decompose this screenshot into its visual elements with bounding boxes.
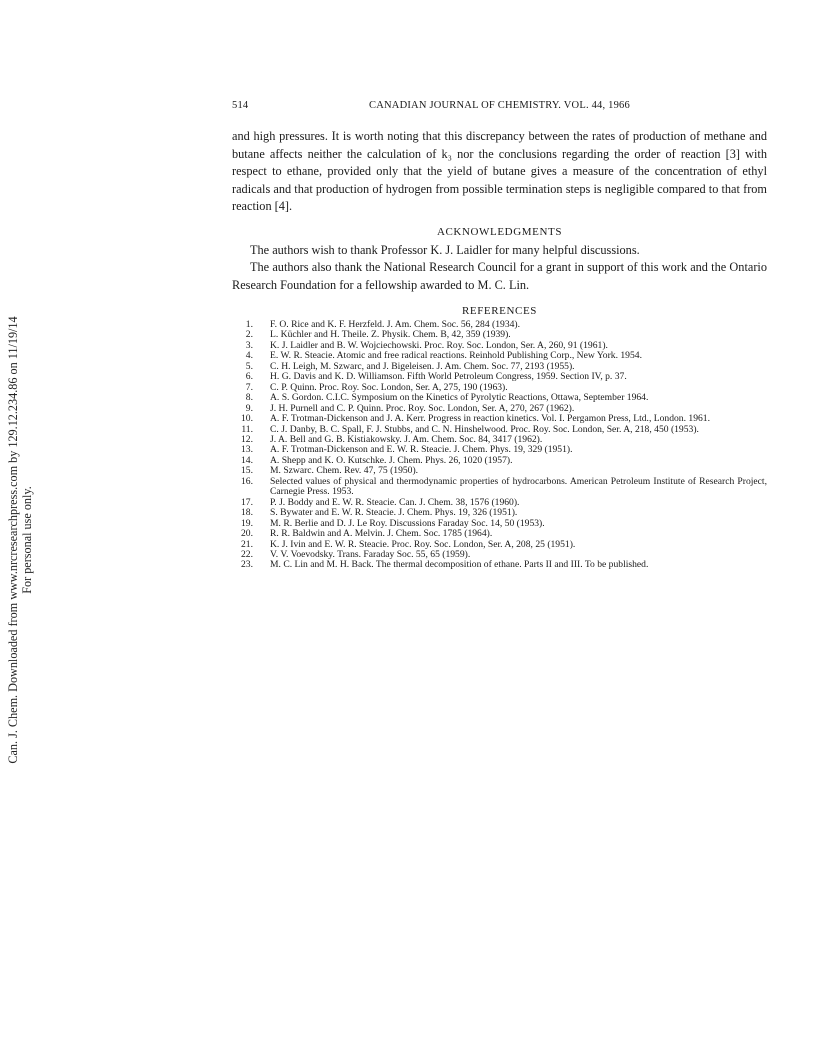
references-heading: REFERENCES	[461, 305, 538, 317]
reference-text: M. C. Lin and M. H. Back. The thermal decomposition of ethane. Parts II and III. To be published.	[270, 559, 649, 571]
reference-text: F. O. Rice and K. F. Herzfeld. J. Am. Chem. Soc. 56, 284 (1934).	[270, 319, 521, 330]
reference-text: A. Shepp and K. O. Kutschke. J. Chem. Phys. 26, 1020 (1957).	[270, 454, 513, 466]
journal-title: CANADIAN JOURNAL OF CHEMISTRY. VOL. 44, 1966	[369, 100, 630, 111]
body-section	[232, 128, 767, 216]
reference-text: M. R. Berlie and D. J. Le Roy. Discussions Faraday Soc. 14, 50 (1953).	[270, 517, 545, 529]
download-notice	[6, 316, 34, 763]
reference-number: 7.	[245, 381, 253, 393]
reference-text: R. R. Baldwin and A. Melvin. J. Chem. Soc. 1785 (1964).	[270, 528, 493, 540]
reference-number: 11.	[241, 423, 253, 435]
acknowledgment-paragraph: The authors wish to thank Professor K. J. Laidler for many helpful discussions.	[250, 243, 640, 257]
reference-number: 2.	[245, 329, 253, 341]
reference-number: 9.	[245, 402, 253, 414]
reference-text: K. J. Laidler and B. W. Wojciechowski. Proc. Roy. Soc. London, Ser. A, 260, 91 (1961).	[270, 339, 608, 351]
reference-list	[232, 320, 767, 571]
reference-text: H. G. Davis and K. D. Williamson. Fifth World Petroleum Congress, 1959. Section IV, p. 37.	[270, 371, 627, 383]
reference-text: M. Szwarc. Chem. Rev. 47, 75 (1950).	[270, 465, 419, 477]
reference-text: S. Bywater and E. W. R. Steacie. J. Chem. Phys. 19, 326 (1951).	[270, 507, 518, 519]
reference-number: 4.	[245, 350, 253, 362]
acknowledgments-section	[232, 242, 767, 294]
reference-text: P. J. Boddy and E. W. R. Steacie. Can. J. Chem. 38, 1576 (1960).	[270, 496, 520, 508]
reference-number: 19.	[241, 517, 253, 529]
acknowledgment-paragraph: The authors also thank the National Research Council for a grant in support of this work and the Ontario Research Foundation for a fellowship awarded to M. C. Lin.	[232, 260, 767, 292]
reference-text: A. F. Trotman-Dickenson and E. W. R. Steacie. J. Chem. Phys. 19, 329 (1951).	[270, 444, 573, 456]
reference-number: 14.	[241, 454, 253, 466]
reference-text: A. F. Trotman-Dickenson and J. A. Kerr. Progress in reaction kinetics. Vol. I. Pergamon Press, Ltd., London. 1961.	[270, 413, 710, 425]
personal-use-line: For personal use only.	[20, 486, 34, 594]
running-header	[232, 100, 767, 114]
acknowledgments-heading: ACKNOWLEDGMENTS	[436, 226, 563, 238]
reference-number: 18.	[241, 507, 253, 519]
reference-text: L. Küchler and H. Theile. Z. Physik. Chem. B, 42, 359 (1939).	[270, 329, 511, 341]
download-source-line: Can. J. Chem. Downloaded from www.nrcresearchpress.com by 129.12.234.86 on 11/19/14	[6, 316, 20, 764]
reference-number: 13.	[241, 444, 253, 456]
reference-text: J. A. Bell and G. B. Kistiakowsky. J. Am. Chem. Soc. 84, 3417 (1962).	[270, 433, 543, 445]
body-paragraph: and high pressures. It is worth noting that this discrepancy between the rates of production of methane and butane affects neither the calculation of k₃ nor the conclusions regarding the order of reaction [3] with respect to ethane, provided only that the yield of butane gives a measure of the concentration of ethyl radicals and that production of hydrogen from possible termination steps is negligible compared to that from reaction [4].	[232, 129, 767, 214]
reference-number: 15.	[241, 465, 253, 477]
reference-number: 17.	[241, 496, 253, 508]
reference-item	[232, 414, 767, 424]
reference-number: 10.	[241, 413, 253, 425]
reference-number: 23.	[241, 559, 253, 571]
reference-number: 22.	[241, 548, 253, 560]
reference-number: 5.	[245, 360, 253, 372]
reference-number: 1.	[245, 319, 253, 330]
reference-number: 20.	[241, 528, 253, 540]
reference-number: 12.	[241, 433, 253, 445]
reference-number: 21.	[241, 538, 253, 550]
reference-number: 6.	[245, 371, 253, 383]
page-number: 514	[232, 100, 249, 111]
reference-item	[232, 477, 767, 498]
reference-text: C. H. Leigh, M. Szwarc, and J. Bigeleisen. J. Am. Chem. Soc. 77, 2193 (1955).	[270, 360, 575, 372]
reference-text: K. J. Ivin and E. W. R. Steacie. Proc. Roy. Soc. London, Ser. A, 208, 25 (1951).	[270, 538, 576, 550]
reference-number: 16.	[241, 475, 253, 487]
reference-text: E. W. R. Steacie. Atomic and free radical reactions. Reinhold Publishing Corp., New York. 1954.	[270, 350, 642, 362]
reference-number: 3.	[245, 339, 253, 351]
reference-item	[232, 529, 767, 539]
reference-text: C. J. Danby, B. C. Spall, F. J. Stubbs, and C. N. Hinshelwood. Proc. Roy. Soc. London, Ser. A, 218, 450 (1953).	[270, 423, 699, 435]
reference-text: J. H. Purnell and C. P. Quinn. Proc. Roy. Soc. London, Ser. A, 270, 267 (1962).	[270, 402, 575, 414]
reference-item	[232, 560, 767, 570]
reference-text: C. P. Quinn. Proc. Roy. Soc. London, Ser. A, 275, 190 (1963).	[270, 381, 508, 393]
reference-number: 8.	[245, 392, 253, 404]
reference-text: Selected values of physical and thermodynamic properties of hydrocarbons. American Petroleum Institute of Research Project, Carnegie Press. 1953.	[270, 475, 767, 498]
reference-text: A. S. Gordon. C.I.C. Symposium on the Kinetics of Pyrolytic Reactions, Ottawa, September 1964.	[270, 392, 649, 404]
reference-text: V. V. Voevodsky. Trans. Faraday Soc. 55, 65 (1959).	[270, 548, 471, 560]
download-watermark	[0, 0, 40, 1055]
